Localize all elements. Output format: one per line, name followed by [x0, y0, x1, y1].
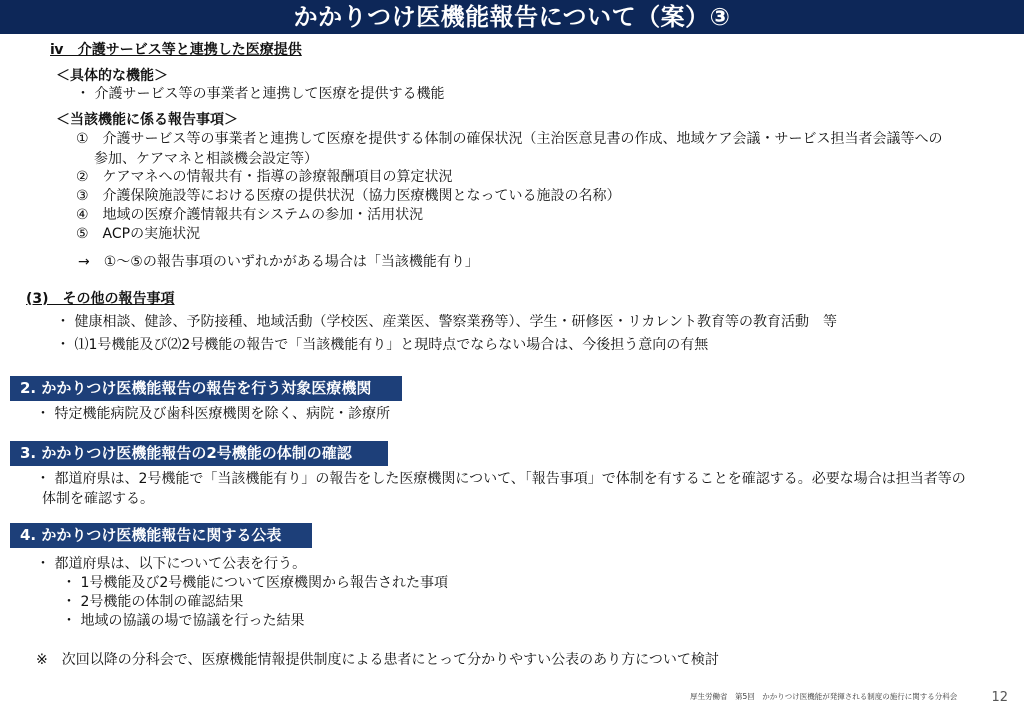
section-3-header: 3. かかりつけ医機能報告の2号機能の体制の確認	[10, 441, 388, 466]
section-4-item: ・ 都道府県は、以下について公表を行う。	[36, 556, 307, 572]
specific-function-heading: ＜具体的な機能＞	[56, 68, 168, 84]
section-4-subitem: ・ 地域の協議の場で協議を行った結果	[62, 613, 305, 629]
report-item-continuation: 参加、ケアマネと相談機会設定等）	[94, 151, 318, 167]
report-item: ⑤ ACPの実施状況	[76, 226, 201, 242]
section-4-subitem: ・ 1号機能及び2号機能について医療機関から報告された事項	[62, 575, 448, 591]
report-item: ② ケアマネへの情報共有・指導の診療報酬項目の算定状況	[76, 169, 453, 185]
conclusion-text: → ①～⑤の報告事項のいずれかがある場合は「当該機能有り」	[78, 254, 479, 270]
other-items-heading: (3) その他の報告事項	[26, 291, 175, 307]
other-item: ・ 健康相談、健診、予防接種、地域活動（学校医、産業医、警察業務等）、学生・研修医・リカレント教育等の教育活動 等	[56, 314, 837, 330]
footer-source: 厚生労働省 第5回 かかりつけ医機能が発揮される制度の施行に関する分科会	[690, 692, 958, 701]
section-4-note: ※ 次回以降の分科会で、医療機能情報提供制度による患者にとって分かりやすい公表のあり方について検討	[36, 652, 719, 668]
report-items-heading: ＜当該機能に係る報告事項＞	[56, 112, 238, 128]
section-3-item-continuation: 体制を確認する。	[42, 491, 154, 507]
other-item: ・ ⑴1号機能及び⑵2号機能の報告で「当該機能有り」と現時点でならない場合は、今後担う意向の有無	[56, 337, 709, 353]
specific-function-item: ・ 介護サービス等の事業者と連携して医療を提供する機能	[76, 86, 445, 102]
section-iv-heading: ⅳ 介護サービス等と連携した医療提供	[50, 42, 302, 58]
section-4-subitem: ・ 2号機能の体制の確認結果	[62, 594, 244, 610]
section-4-header: 4. かかりつけ医機能報告に関する公表	[10, 523, 312, 548]
report-item: ① 介護サービス等の事業者と連携して医療を提供する体制の確保状況（主治医意見書の作成、地域ケア会議・サービス担当者会議等への	[76, 131, 943, 147]
report-item: ④ 地域の医療介護情報共有システムの参加・活用状況	[76, 207, 424, 223]
page-number: 12	[991, 690, 1008, 705]
section-3-item: ・ 都道府県は、2号機能で「当該機能有り」の報告をした医療機関について、「報告事項」で体制を有することを確認する。必要な場合は担当者等の	[36, 471, 966, 487]
section-2-header: 2. かかりつけ医機能報告の報告を行う対象医療機関	[10, 376, 402, 401]
section-2-item: ・ 特定機能病院及び歯科医療機関を除く、病院・診療所	[36, 406, 391, 422]
report-item: ③ 介護保険施設等における医療の提供状況（協力医療機関となっている施設の名称）	[76, 188, 621, 204]
page-title: かかりつけ医機能報告について（案）③	[0, 0, 1024, 34]
